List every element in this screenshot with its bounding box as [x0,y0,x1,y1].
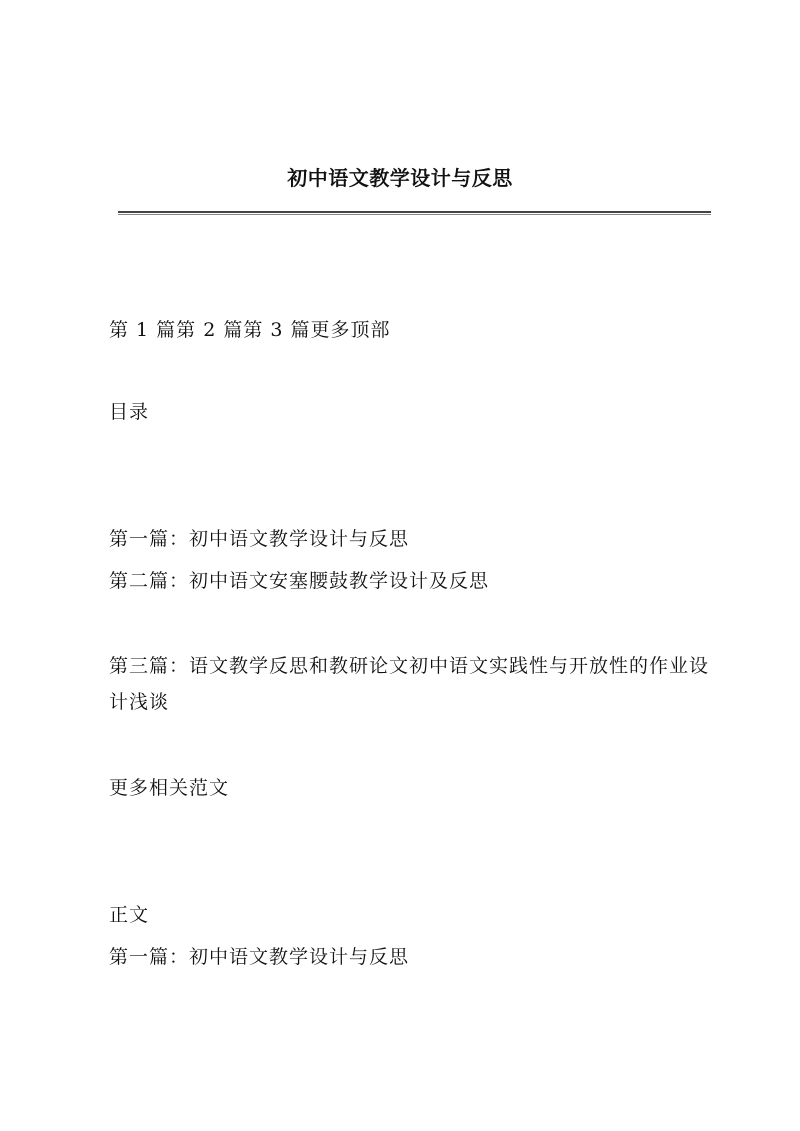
toc-item-2[interactable]: 第二篇：初中语文安塞腰鼓教学设计及反思 [109,570,490,592]
document-title: 初中语文教学设计与反思 [287,166,513,190]
toc-heading: 目录 [109,401,150,423]
more-related-link[interactable]: 更多相关范文 [109,777,230,799]
title-divider [118,211,711,215]
section-1-heading: 第一篇：初中语文教学设计与反思 [109,946,410,968]
toc-item-1[interactable]: 第一篇：初中语文教学设计与反思 [109,528,410,550]
body-heading: 正文 [109,904,150,926]
nav-links[interactable]: 第 1 篇第 2 篇第 3 篇更多顶部 [109,319,391,341]
toc-item-3[interactable]: 第三篇：语文教学反思和教研论文初中语文实践性与开放性的作业设计浅谈 [109,655,710,713]
